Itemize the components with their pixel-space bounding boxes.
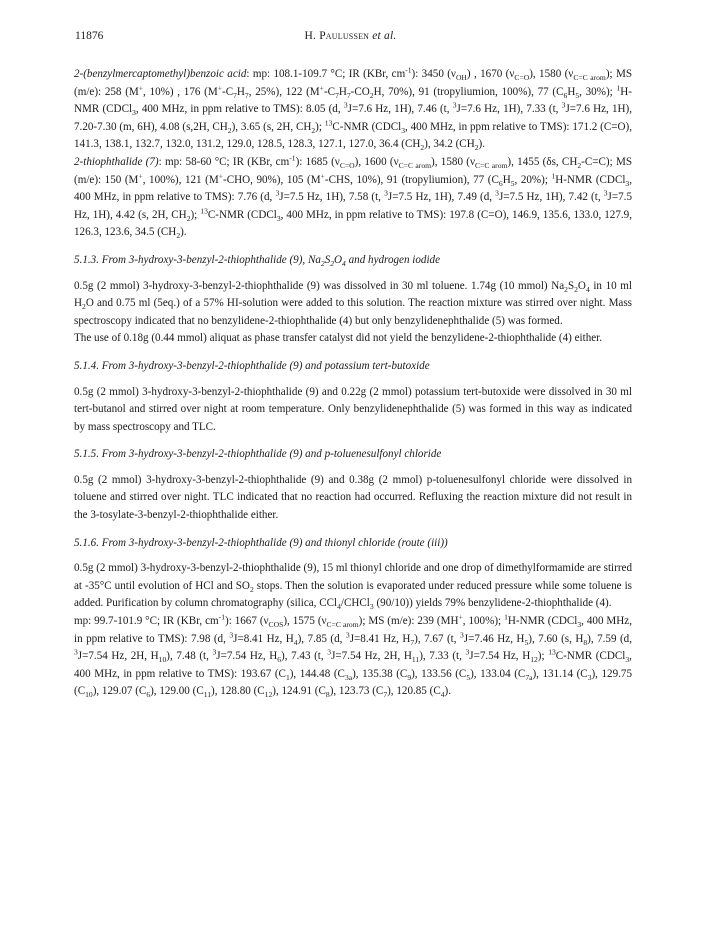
superscript: 3: [229, 629, 234, 639]
subscript: 2: [564, 284, 568, 294]
text-run: J=7.5 Hz, 1H), 7.58 (t,: [279, 191, 385, 204]
superscript: 1: [504, 612, 508, 622]
subscript: 2: [227, 126, 232, 135]
text-run: J=7.5 Hz, 1H), 4.42 (s, 2H, CH: [74, 191, 632, 221]
subscript: 8: [583, 637, 588, 647]
superscript: 1: [551, 170, 556, 180]
text-run: ), 7.60 (s, H: [528, 632, 584, 645]
text-run: -C: [323, 85, 336, 98]
text-run: ), 1600 (ν: [354, 155, 399, 168]
page-header: [75, 30, 626, 46]
subscript: 7: [233, 90, 237, 100]
text-run: );: [315, 120, 325, 133]
text-run: ): 1667 (ν: [225, 615, 269, 628]
subscript: 7a: [525, 673, 533, 683]
text-run: ), 1455 (δs, CH: [507, 155, 578, 168]
text-run: 5.1.3. From 3-hydroxy-3-benzyl-2-thiophthalide (9), Na: [74, 253, 321, 266]
superscript: -1: [405, 65, 412, 75]
subscript: 2: [420, 143, 425, 153]
author-name: Paulussen: [319, 30, 370, 42]
para-5-1-3-b: [74, 330, 632, 348]
text-run: 2-thiophthalide (7): [74, 155, 159, 168]
text-run: -CHO, 90%), 105 (M: [223, 173, 321, 186]
subscript: 2: [311, 126, 316, 135]
superscript: 3: [275, 188, 280, 198]
subscript: 6: [146, 690, 151, 700]
text-run: : mp: 108.1-109.7 °C; IR (KBr, cm: [246, 68, 406, 80]
subscript: 3a: [344, 673, 353, 683]
text-run: J=7.5 Hz, 1H), 7.42 (t,: [498, 191, 604, 204]
text-run: , 400 MHz, in ppm relative to TMS): 7.98 (d,: [74, 615, 632, 645]
superscript: +: [138, 170, 143, 180]
para-5-1-6-b: [74, 613, 632, 701]
heading-5-1-4: [74, 358, 632, 376]
text-run: O: [577, 279, 586, 292]
superscript: +: [217, 82, 223, 92]
superscript: +: [138, 82, 144, 92]
text-run: S: [567, 279, 575, 292]
text-run: ), 7.85 (d,: [297, 632, 346, 645]
text-run: 5.1.5. From 3-hydroxy-3-benzyl-2-thiophthalide (9) and p-toluenesulfonyl chloride: [74, 448, 442, 461]
text-run: , 400 MHz, in ppm relative to TMS): 7.76 (d,: [74, 173, 632, 204]
text-run: H: [502, 173, 511, 186]
text-run: C-NMR (CDCl: [332, 120, 402, 133]
text-run: ).: [444, 685, 451, 698]
text-run: 0.5g (2 mmol) 3-hydroxy-3-benzyl-2-thiophthalide (9) was dissolved in 30 ml toluene. 1.74g (10 mmol) Na: [74, 279, 565, 292]
text-run: 0.5g (2 mmol) 3-hydroxy-3-benzyl-2-thiophthalide (9), 15 ml thionyl chloride and one drop of dimethylformamide are stirred at -35°C until evolution of HCl and SO: [74, 562, 632, 592]
text-run: -C: [222, 85, 234, 98]
subscript: 2: [574, 284, 578, 294]
page-number: 11876: [75, 30, 104, 42]
text-run: J=7.54 Hz, 2H, H: [331, 650, 412, 663]
para-5-1-4: [74, 384, 632, 437]
superscript: 3: [74, 647, 78, 657]
text-run: H-NMR (CDCl: [74, 85, 632, 116]
subscript: 7: [244, 90, 249, 100]
subscript: 3: [625, 178, 630, 188]
subscript: 5: [524, 637, 529, 647]
subscript: 7: [335, 90, 339, 100]
text-run: ), 131.14 (C: [532, 667, 588, 680]
subscript: C=C arom: [573, 73, 606, 83]
superscript: +: [458, 612, 463, 622]
subscript: 2: [320, 259, 325, 269]
subscript: 2: [249, 585, 254, 595]
subscript: 11: [203, 690, 212, 700]
text-run: J=7.46 Hz, H: [463, 632, 525, 645]
subscript: COS: [268, 620, 284, 630]
subscript: 12: [530, 655, 538, 665]
subscript: 3: [587, 673, 592, 683]
text-run: J=7.6 Hz, 1H), 7.46 (t,: [347, 103, 453, 116]
heading-5-1-5: [74, 446, 632, 464]
text-run: ), 7.48 (t,: [166, 650, 213, 663]
text-run: 5.1.4. From 3-hydroxy-3-benzyl-2-thiophthalide (9) and potassium tert-butoxide: [74, 359, 430, 372]
subscript: 4: [293, 637, 298, 647]
author-prefix: H.: [304, 30, 320, 42]
text-run: , 400 MHz, in ppm relative to TMS): 8.05 (d,: [135, 103, 344, 116]
text-run: J=7.6 Hz, 1H), 7.33 (t,: [456, 103, 562, 116]
text-run: H, 70%), 91 (tropyliumion, 100%), 77 (C: [373, 85, 564, 98]
text-run: ), 135.38 (C: [352, 667, 408, 680]
text-run: ), 3.65 (s, 2H, CH: [231, 120, 312, 133]
superscript: 3: [460, 629, 464, 639]
text-run: );: [537, 650, 549, 663]
subscript: 7: [346, 90, 351, 100]
subscript: 2: [176, 231, 181, 241]
superscript: 3: [384, 188, 388, 198]
subscript: 9: [407, 673, 412, 683]
subscript: 2: [577, 161, 582, 171]
text-run: , 30%);: [579, 85, 617, 98]
text-run: : mp: 58-60 °C; IR (KBr, cm: [158, 155, 290, 168]
text-run: , 100%);: [462, 615, 505, 628]
text-run: 5.1.6. From 3-hydroxy-3-benzyl-2-thiophthalide (9) and thionyl chloride (route (iii)): [74, 536, 448, 549]
subscript: 11: [411, 655, 420, 665]
subscript: 6: [498, 178, 503, 188]
text-run: ): 1685 (ν: [295, 155, 340, 168]
subscript: C=O: [514, 73, 530, 83]
subscript: 2: [82, 302, 86, 312]
text-run: 2-(benzylmercaptomethyl)benzoic acid: [74, 68, 247, 80]
text-run: ), 7.43 (t,: [281, 650, 328, 663]
text-run: S: [324, 253, 331, 266]
subscript: C=C arom: [474, 161, 508, 171]
text-run: , 20%);: [514, 173, 552, 186]
text-run: J=7.54 Hz, 2H, H: [77, 650, 159, 663]
text-run: ), 123.73 (C: [329, 685, 384, 698]
subscript: OH: [455, 73, 467, 83]
superscript: -1: [289, 153, 296, 163]
text-run: and hydrogen iodide: [345, 253, 441, 266]
subscript: 4: [337, 602, 341, 612]
text-run: in 10 ml H: [74, 279, 632, 310]
text-run: , 400 MHz, in ppm relative to TMS): 193.67 (C: [74, 650, 632, 680]
subscript: 6: [563, 90, 568, 100]
text-run: ), 7.67 (t,: [414, 632, 460, 645]
subscript: 4: [342, 259, 346, 269]
subscript: 2: [186, 213, 191, 223]
text-run: H-NMR (CDCl: [507, 615, 578, 628]
text-run: ), 133.56 (C: [411, 667, 467, 680]
article-body: [74, 66, 632, 701]
text-run: , 400 MHz, in ppm relative to TMS): 171.2 (C=O), 141.3, 138.1, 132.7, 132.0, 131.2, 129.0, 128.5, 128.3, 127.1, 127.0, 36.4 (CH: [74, 120, 632, 151]
superscript: -1: [218, 612, 225, 622]
superscript: 3: [327, 647, 332, 657]
subscript: 10: [158, 655, 167, 665]
text-run: ), 1575 (ν: [283, 615, 327, 628]
text-run: 0.5g (2 mmol) 3-hydroxy-3-benzyl-2-thiophthalide (9) and 0.38g (2 mmol) p-toluenesulfonyl chloride were dissolved in toluene and stirred over night. TLC indicated that no reaction had occurred. Refluxing the reaction mixture did not result in the 3-tosylate-3-benzyl-2-thiophthalide either.: [74, 473, 632, 522]
subscript: 3: [577, 620, 582, 630]
text-run: ), 7.59 (d,: [587, 632, 632, 645]
text-run: /CHCl: [340, 597, 370, 610]
subscript: 10: [85, 690, 93, 700]
superscript: 3: [345, 629, 350, 639]
subscript: 5: [510, 178, 515, 188]
superscript: +: [319, 82, 324, 92]
text-run: ).: [478, 138, 485, 151]
para-5-1-5: [74, 472, 632, 525]
text-run: The use of 0.18g (0.44 mmol) aliquat as phase transfer catalyst did not yield the benzylidene-2-thiophthalide (4) either.: [74, 332, 603, 345]
superscript: 3: [212, 647, 217, 657]
text-run: O and 0.75 ml (5eq.) of a 57% HI-solution were added to this solution. The reaction mixture was stirred over night. Mass spectroscopy indicated that no benzylidene-2-thiophthalide (4) but only benzylidenephthalide (5) was formed.: [74, 297, 632, 327]
author-suffix: et al.: [369, 30, 397, 42]
superscript: 3: [343, 100, 348, 110]
text-run: J=8.41 Hz, H: [233, 632, 294, 645]
text-run: J=7.6 Hz, 1H), 7.20-7.30 (m, 6H), 4.08 (s,2H, CH: [74, 103, 632, 133]
para-benzoic-acid: [74, 66, 632, 154]
subscript: 12: [264, 690, 273, 700]
subscript: C=C arom: [326, 620, 359, 630]
superscript: 3: [465, 647, 470, 657]
subscript: 2: [330, 259, 335, 269]
superscript: 1: [616, 82, 621, 92]
heading-5-1-3: [74, 252, 632, 270]
subscript: 3: [401, 126, 405, 135]
superscript: 3: [495, 188, 499, 198]
text-run: O: [334, 253, 343, 266]
text-run: , 100%), 121 (M: [142, 173, 219, 186]
text-run: C-NMR (CDCl: [207, 208, 277, 221]
text-run: ), 124.91 (C: [272, 685, 326, 698]
text-run: ), 120.85 (C: [387, 685, 441, 698]
subscript: 1: [285, 673, 290, 683]
running-head: [75, 30, 626, 42]
superscript: +: [218, 170, 224, 180]
subscript: 6: [277, 655, 282, 665]
text-run: ), 129.00 (C: [150, 685, 204, 698]
text-run: ), 128.80 (C: [211, 685, 265, 698]
text-run: , 10%) , 176 (M: [143, 85, 218, 98]
text-run: ), 34.2 (CH: [424, 138, 475, 151]
subscript: 5: [575, 90, 580, 100]
superscript: 3: [452, 100, 457, 110]
subscript: 3: [369, 602, 374, 612]
text-run: ) , 1670 (ν: [466, 68, 515, 80]
subscript: 7: [410, 637, 415, 647]
text-run: , 25%), 122 (M: [248, 85, 320, 98]
subscript: 3: [132, 108, 136, 118]
para-5-1-3-a: [74, 278, 632, 331]
superscript: 13: [200, 206, 208, 216]
subscript: 3: [625, 655, 630, 665]
text-run: ); MS (m/e): 239 (MH: [358, 615, 459, 628]
para-5-1-6-a: [74, 560, 632, 613]
subscript: 3: [276, 213, 281, 223]
text-run: mp: 99.7-101.9 °C; IR (KBr, cm: [74, 615, 219, 628]
text-run: ), 7.33 (t,: [419, 650, 466, 663]
text-run: ).: [180, 226, 187, 239]
text-run: J=8.41 Hz, H: [349, 632, 411, 645]
subscript: 7: [383, 690, 388, 700]
subscript: 2: [474, 143, 479, 153]
text-run: H: [338, 85, 347, 98]
text-run: H: [236, 85, 245, 98]
text-run: H-NMR (CDCl: [555, 173, 626, 186]
text-run: ), 1580 (ν: [529, 68, 574, 80]
text-run: ); MS (m/e): 258 (M: [74, 68, 632, 98]
text-run: (90/10)) yields 79% benzylidene-2-thiophthalide (4).: [373, 597, 612, 610]
text-run: -C=C); MS (m/e): 150 (M: [74, 155, 632, 186]
text-run: 0.5g (2 mmol) 3-hydroxy-3-benzyl-2-thiophthalide (9) and 0.22g (2 mmol) potassium tert-butoxide were dissolved in 30 ml tert-butanol and stirred over night at room temperature. Only benzylidenephthalide (5) was formed in this way as indicated by mass spectroscopy and TLC.: [74, 385, 632, 433]
text-run: H: [567, 85, 576, 98]
subscript: 4: [585, 284, 590, 294]
text-run: ), 129.75 (C: [74, 667, 633, 698]
text-run: ), 144.48 (C: [289, 667, 345, 680]
text-run: ), 1580 (ν: [431, 155, 475, 168]
subscript: 8: [325, 690, 330, 700]
subscript: C=C arom: [398, 161, 432, 171]
superscript: 13: [324, 118, 333, 128]
text-run: -CO: [350, 85, 370, 98]
superscript: +: [320, 170, 325, 180]
text-run: -CHS, 10%), 91 (tropyliumion), 77 (C: [324, 173, 499, 186]
text-run: J=7.54 Hz, H: [216, 650, 278, 663]
heading-5-1-6: [74, 535, 632, 553]
para-thiophthalide: [74, 154, 632, 242]
text-run: J=7.54 Hz, H: [469, 650, 531, 663]
text-run: );: [190, 208, 201, 221]
subscript: C=O: [339, 161, 355, 171]
text-run: , 400 MHz, in ppm relative to TMS): 197.8 (C=O), 146.9, 135.6, 133.0, 127.9, 126.3, 123.6, 34.5 (CH: [74, 208, 632, 239]
superscript: 3: [603, 188, 608, 198]
subscript: 4: [440, 690, 445, 700]
subscript: 2: [369, 90, 374, 100]
superscript: 3: [561, 100, 566, 110]
text-run: stops. Then the solution is evaporated under reduced pressure while some toluene is added. Purification by column chromatography (silica, CCl: [74, 579, 632, 610]
text-run: J=7.5 Hz, 1H), 7.49 (d,: [387, 191, 496, 204]
superscript: 13: [548, 647, 556, 657]
text-run: ), 129.07 (C: [92, 685, 147, 698]
text-run: C-NMR (CDCl: [555, 650, 626, 663]
subscript: 5: [466, 673, 471, 683]
text-run: ): 3450 (ν: [411, 68, 456, 80]
text-run: ), 133.04 (C: [470, 667, 526, 680]
